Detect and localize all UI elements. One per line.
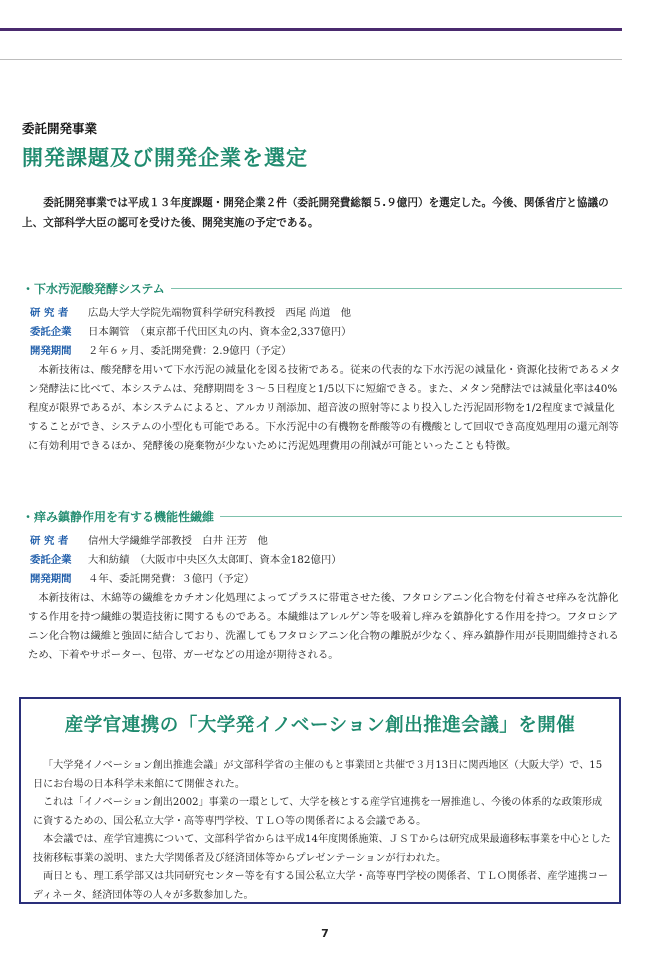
news-box-body [33,757,611,905]
header-rule [0,28,622,31]
company-key: 委託企業 [30,554,72,566]
project-heading [22,279,622,297]
researcher-key: 研 究 者 [30,307,69,319]
company-value: 大和紡績 （大阪市中央区久太郎町、資本金182億円） [88,554,342,566]
period-value: ４年、委託開発費：３億円（予定） [88,573,255,585]
researcher-row [22,532,622,551]
news-paragraph: 「大学発イノベーション創出推進会議」が文部科学省の主催のもと事業団と共催で３月13日に関西地区（大阪大学）で、15日にお台場の日本科学未来館にて開催された。 [33,760,603,790]
page-number: 7 [321,927,329,940]
researcher-value: 広島大学大学院先端物質科学研究科教授 西尾 尚道 他 [88,307,352,319]
intro-paragraph: 委託開発事業では平成１３年度課題・開発企業２件（委託開発費総額５.９億円）を選定した。今後、関係省庁と協議の上、文部科学大臣の認可を受けた後、開発実施の予定である。 [22,197,609,229]
period-key: 開発期間 [30,573,72,585]
project-meta [22,304,622,361]
period-row [22,570,622,589]
page-title: 開発課題及び開発企業を選定 [22,146,308,170]
news-paragraph: 本会議では、産学官連携について、文部科学省からは平成14年度関係施策、ＪＳＴからは研究成果最適移転事業を中心とした技術移転事業の説明、また大学関係者及び経済団体等からプレゼンテーションが行われた。 [33,834,611,864]
news-paragraph: 両日とも、理工系学部又は共同研究センター等を有する国公私立大学・高等専門学校の関係者、ＴＬＯ関係者、産学連携コーディネータ、経済団体等の人々が多数参加した。 [33,871,608,901]
news-box [19,697,621,904]
project-title: ・下水汚泥酸発酵システム [22,281,165,296]
period-value: ２年６ヶ月、委託開発費：2.9億円（予定） [88,345,292,357]
project-body: 本新技術は、木綿等の繊維をカチオン化処理によってプラスに帯電させた後、フタロシアニン化合物を付着させ痒みを沈静化する作用を持つ繊維の製造技術に関するものである。本繊維はアレルゲン等を吸着し痒みを鎮静化する作用を持つ。フタロシアニン化合物は繊維と強固に結合しており、洗濯してもフタロシアニン化合物の離脱が少なく、痒み鎮静作用が長期間維持されるため、下着やサポーター、包帯、ガーゼなどの用途が期待される。 [28,592,619,661]
intro-text [22,193,622,233]
heading-rule [171,288,622,289]
project-meta [22,532,622,589]
project-heading [22,507,622,525]
company-value: 日本鋼管 （東京都千代田区丸の内、資本金2,337億円） [88,326,352,338]
heading-rule [220,516,622,517]
researcher-value: 信州大学繊維学部教授 白井 汪芳 他 [88,535,268,547]
company-row [22,551,622,570]
news-box-title: 産学官連携の「大学発イノベーション創出推進会議」を開催 [64,715,576,736]
company-key: 委託企業 [30,326,72,338]
project-title: ・痒み鎮静作用を有する機能性繊維 [22,509,215,524]
project-section-2 [22,507,622,665]
project-body: 本新技術は、酸発酵を用いて下水汚泥の減量化を図る技術である。従来の代表的な下水汚泥の減量化・資源化技術であるメタン発酵法に比べて、本システムは、発酵期間を３～５日程度と1/5以下に短縮できる。また、メタン発酵法では減量化率は40%程度が限界であるが、本システムによると、アルカリ剤添加、超音波の照射等により投入した汚泥固形物を1/2程度まで減量化することができ、システムの小型化も可能である。下水汚泥中の有機物を酢酸等の有機酸として回収でき高度処理用の還元剤等に有効利用できるほか、発酵後の廃棄物が少ないために汚泥処理費用の削減が可能といったことも特徴。 [28,364,621,452]
researcher-key: 研 究 者 [30,535,69,547]
company-row [22,323,622,342]
period-row [22,342,622,361]
news-paragraph: これは「イノベーション創出2002」事業の一環として、大学を核とする産学官連携を一層推進し、今後の体系的な政策形成に資するための、国公私立大学・高等専門学校、ＴＬＯ等の関係者による会議である。 [33,797,603,827]
project-section-1 [22,279,622,456]
header-thin-rule [0,59,622,60]
period-key: 開発期間 [30,345,72,357]
section-label: 委託開発事業 [22,121,98,136]
researcher-row [22,304,622,323]
